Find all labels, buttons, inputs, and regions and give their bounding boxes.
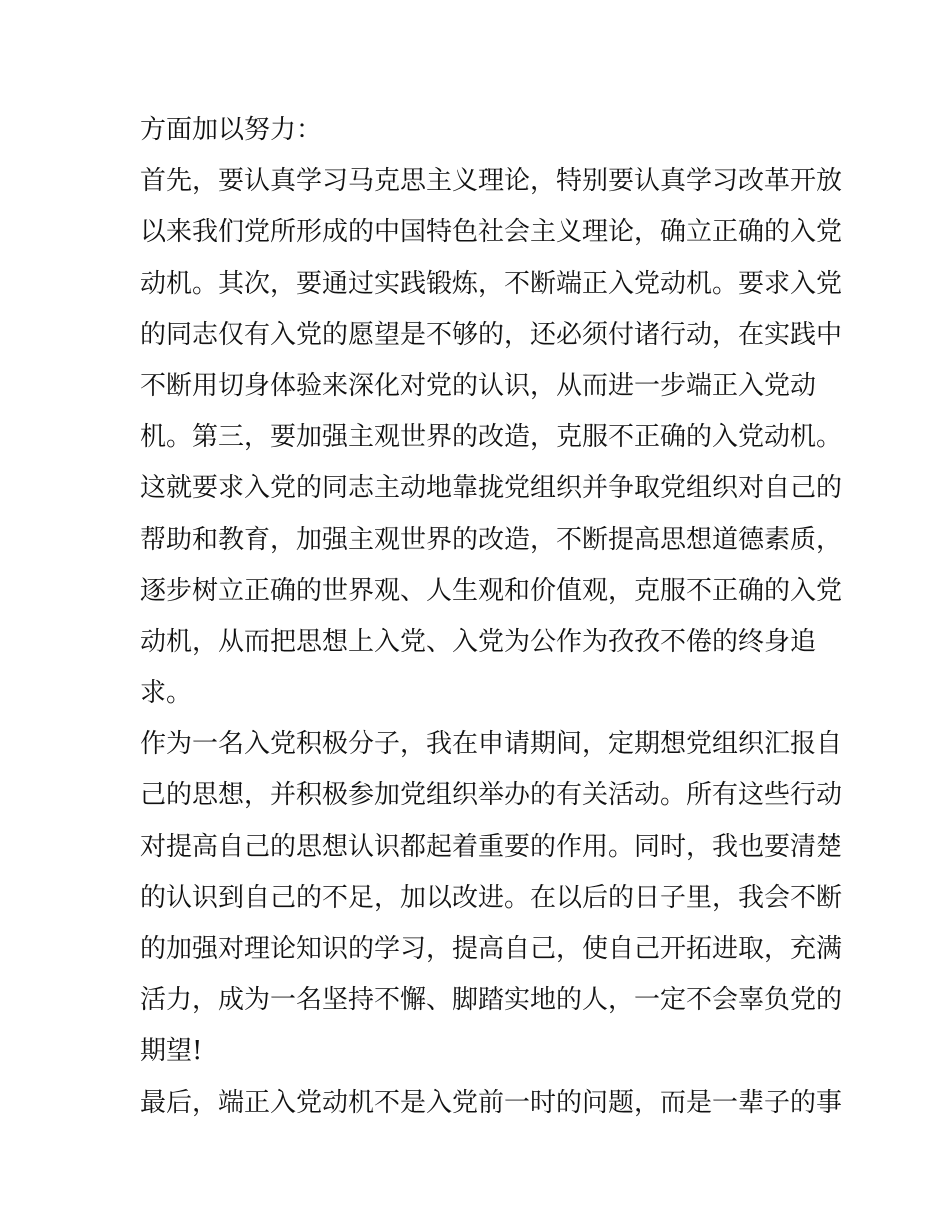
text-line: 的认识到自己的不足，加以改进。在以后的日子里，我会不断 xyxy=(140,882,843,913)
text-line: 最后，端正入党动机不是入党前一时的问题，而是一辈子的事 xyxy=(140,1087,843,1118)
text-line: 机。第三，要加强主观世界的改造，克服不正确的入党动机。 xyxy=(140,422,843,453)
text-line: 的加强对理论知识的学习，提高自己，使自己开拓进取，充满 xyxy=(140,934,843,964)
text-line: 活力，成为一名坚持不懈、脚踏实地的人，一定不会辜负党的 xyxy=(140,985,843,1016)
text-line: 对提高自己的思想认识都起着重要的作用。同时，我也要清楚 xyxy=(140,831,843,862)
text-line: 己的思想，并积极参加党组织举办的有关活动。所有这些行动 xyxy=(140,780,843,811)
text-line: 这就要求入党的同志主动地靠拢党组织并争取党组织对自己的 xyxy=(140,473,843,504)
text-line: 逐步树立正确的世界观、人生观和价值观，克服不正确的入党 xyxy=(140,575,843,606)
document-body xyxy=(140,105,843,1129)
text-line: 求。 xyxy=(140,678,193,709)
text-line: 动机，从而把思想上入党、入党为公作为孜孜不倦的终身追 xyxy=(140,626,817,657)
text-line: 方面加以努力： xyxy=(140,115,323,145)
text-line: 以来我们党所形成的中国特色社会主义理论，确立正确的入党 xyxy=(140,217,843,248)
text-line: 期望! xyxy=(140,1036,203,1067)
text-line: 作为一名入党积极分子，我在申请期间，定期想党组织汇报自 xyxy=(140,729,843,760)
text-line: 不断用切身体验来深化对党的认识，从而进一步端正入党动 xyxy=(140,370,817,401)
text-line: 帮助和教育，加强主观世界的改造，不断提高思想道德素质， xyxy=(140,524,843,555)
text-line: 动机。其次，要通过实践锻炼，不断端正入党动机。要求入党 xyxy=(140,268,843,299)
text-line: 首先，要认真学习马克思主义理论，特别要认真学习改革开放 xyxy=(140,166,843,197)
text-line: 的同志仅有入党的愿望是不够的，还必须付诸行动，在实践中 xyxy=(140,319,843,350)
